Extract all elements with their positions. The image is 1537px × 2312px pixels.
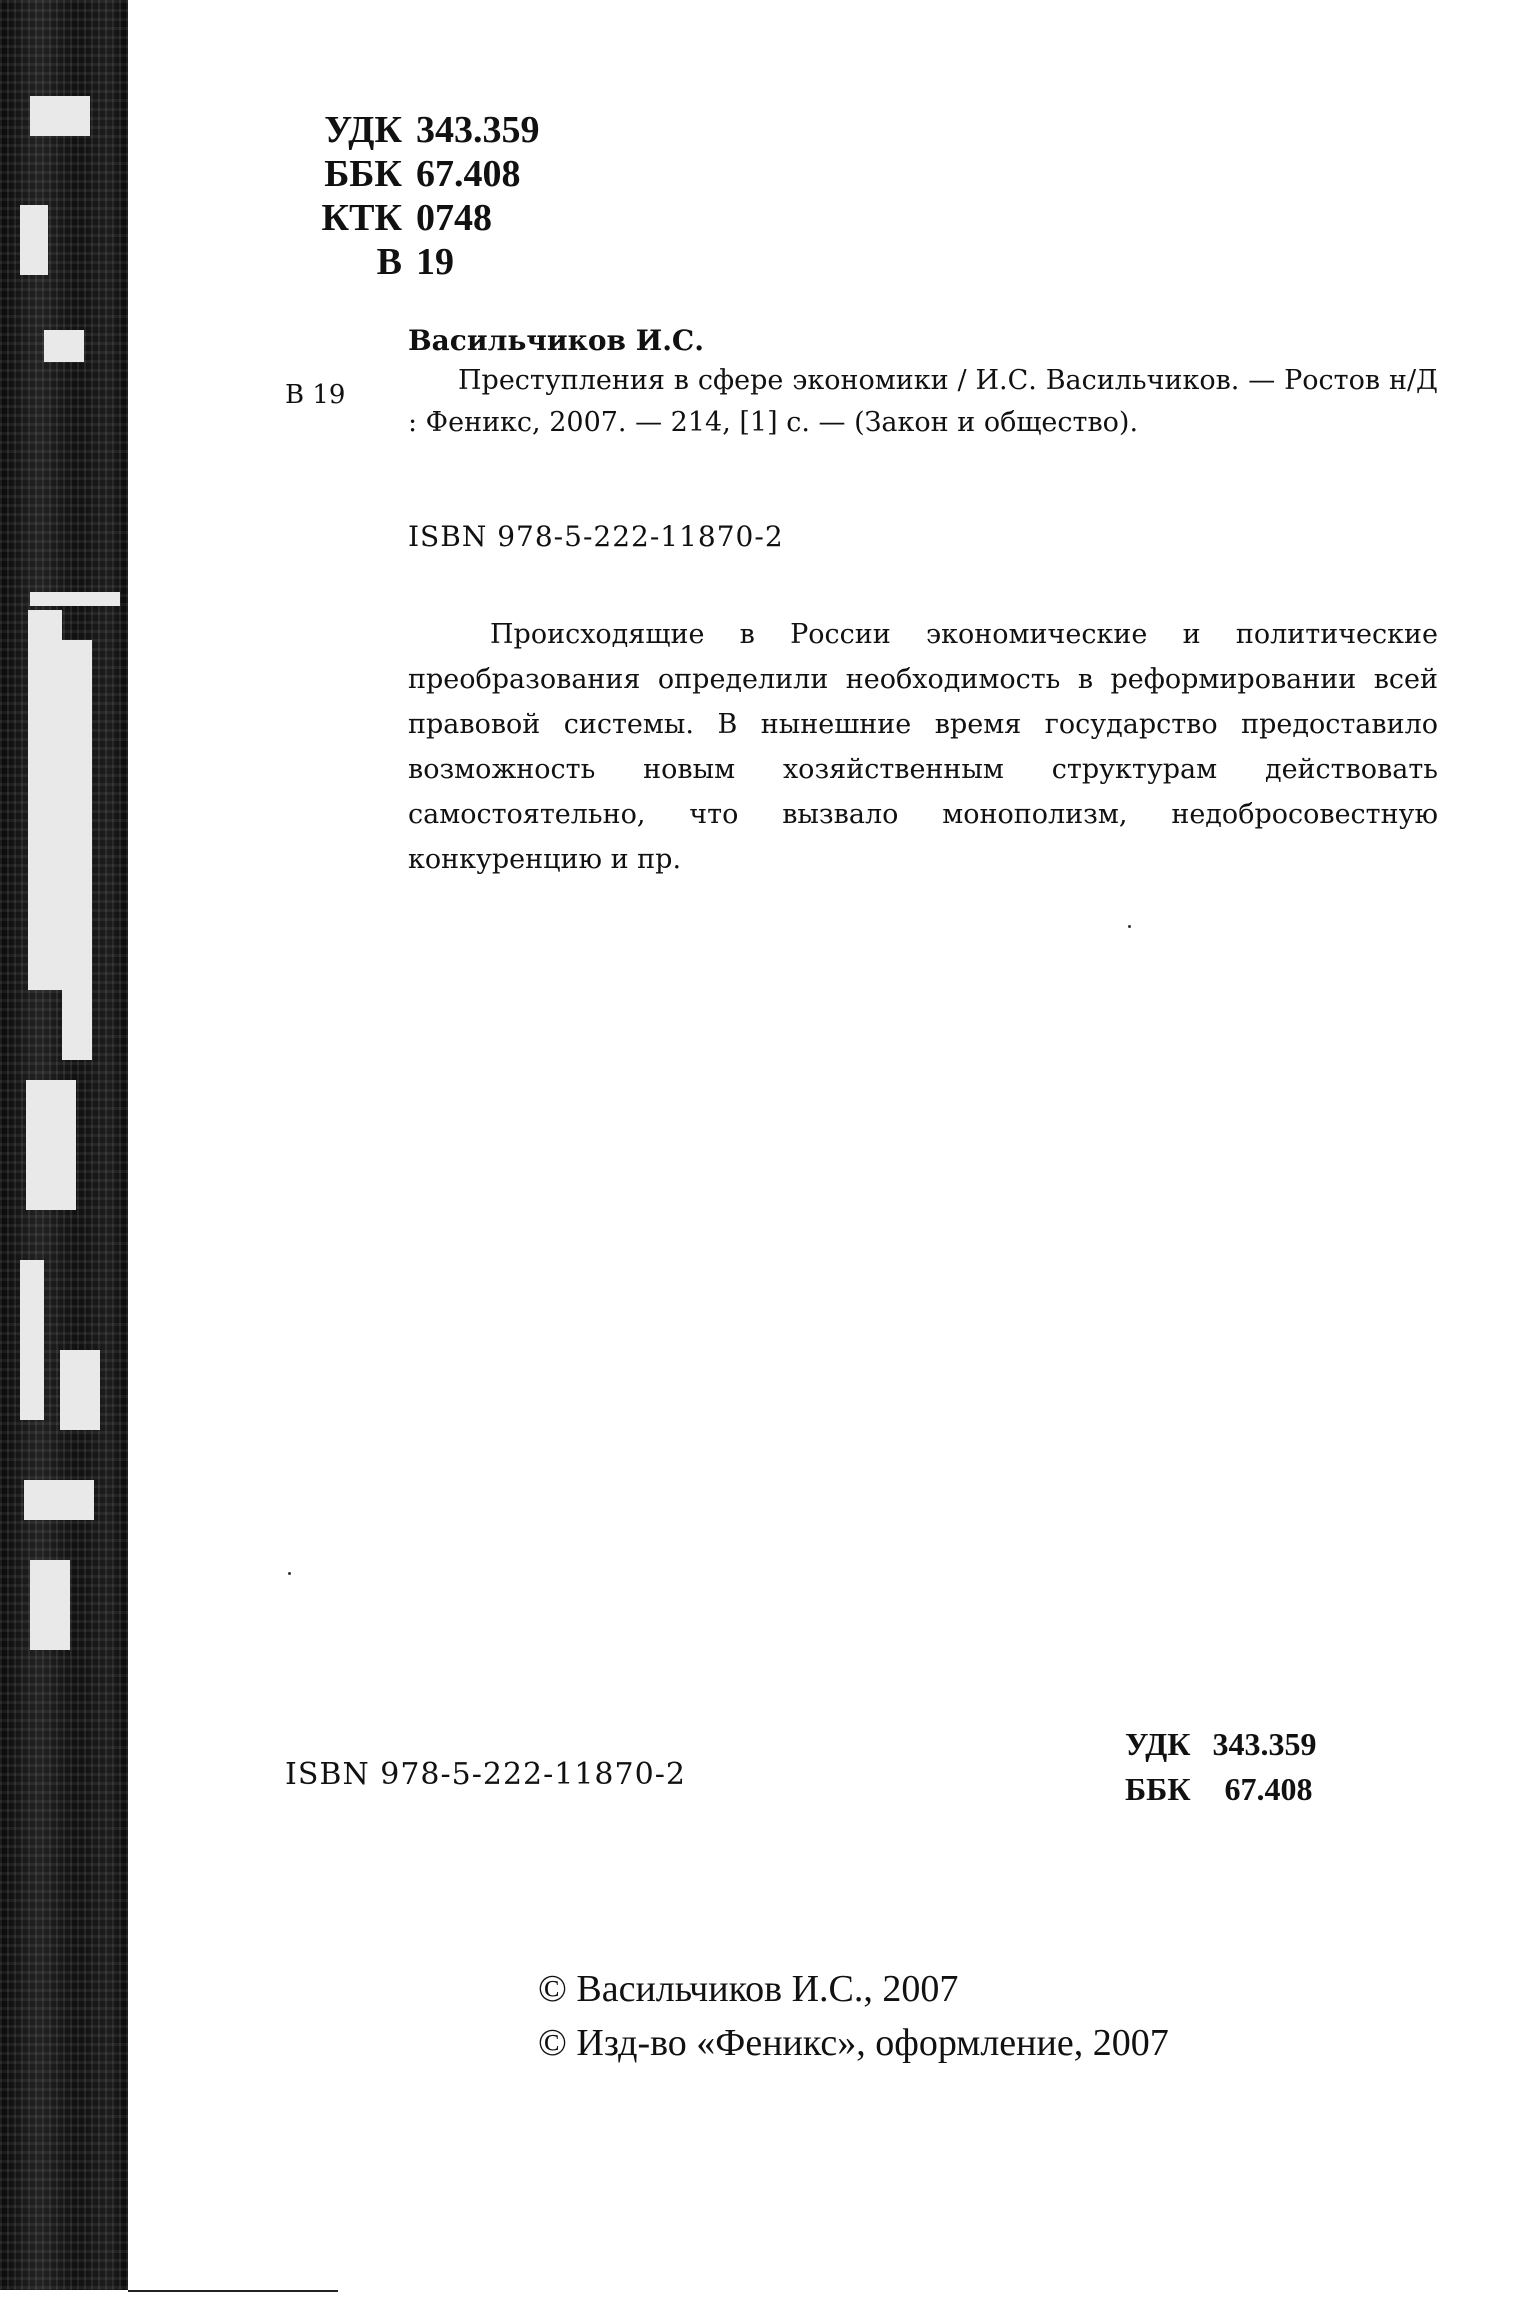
scan-speck — [288, 1572, 291, 1575]
classification-label: В — [376, 241, 402, 283]
classification-row — [1125, 1767, 1316, 1812]
classification-label: ББК — [324, 153, 402, 195]
bibliographic-description-text: Преступления в сфере экономики / И.С. Васильчиков. — Ростов н/Д : Феникс, 2007. — 214, [1] с. — (Закон и общество). — [408, 365, 1438, 438]
classification-label: УДК — [324, 109, 402, 151]
classification-label: КТК — [321, 197, 402, 239]
classification-value: 19 — [416, 241, 454, 283]
copyright-block — [538, 1962, 1169, 2070]
scan-speck — [1128, 925, 1131, 928]
classification-row — [285, 152, 540, 196]
bibliographic-isbn: ISBN 978-5-222-11870-2 — [408, 520, 784, 553]
bibliographic-code: В 19 — [285, 380, 346, 410]
bottom-rule — [128, 2290, 338, 2292]
classification-value: 67.408 — [1224, 1771, 1313, 1807]
footer-isbn: ISBN 978-5-222-11870-2 — [285, 1757, 686, 1792]
classification-block-bottom — [1125, 1722, 1316, 1812]
classification-value: 0748 — [416, 197, 492, 239]
copyright-line: © Изд-во «Феникс», оформление, 2007 — [538, 2022, 1169, 2064]
bibliographic-description — [408, 360, 1438, 444]
copyright-line: © Васильчиков И.С., 2007 — [538, 1968, 959, 2010]
classification-label: ББК — [1125, 1771, 1191, 1807]
classification-row — [285, 240, 540, 284]
scanned-spine-edge — [0, 0, 128, 2290]
annotation-paragraph — [408, 612, 1438, 882]
classification-value: 67.408 — [416, 153, 521, 195]
classification-block-top — [285, 108, 540, 284]
classification-value: 343.359 — [416, 109, 540, 151]
classification-row — [285, 196, 540, 240]
classification-label: УДК — [1125, 1726, 1191, 1762]
classification-value: 343.359 — [1212, 1726, 1317, 1762]
classification-row — [1125, 1722, 1316, 1767]
bibliographic-author: Васильчиков И.С. — [408, 324, 704, 357]
annotation-text: Происходящие в России экономические и политические преобразования определили необходимость в реформировании всей правовой системы. В нынешние время государство предоставило возможность новым хозяйственным структурам действовать самостоятельно, что вызвало монополизм, недобросовестную конкуренцию и пр. — [408, 619, 1438, 875]
classification-row — [285, 108, 540, 152]
